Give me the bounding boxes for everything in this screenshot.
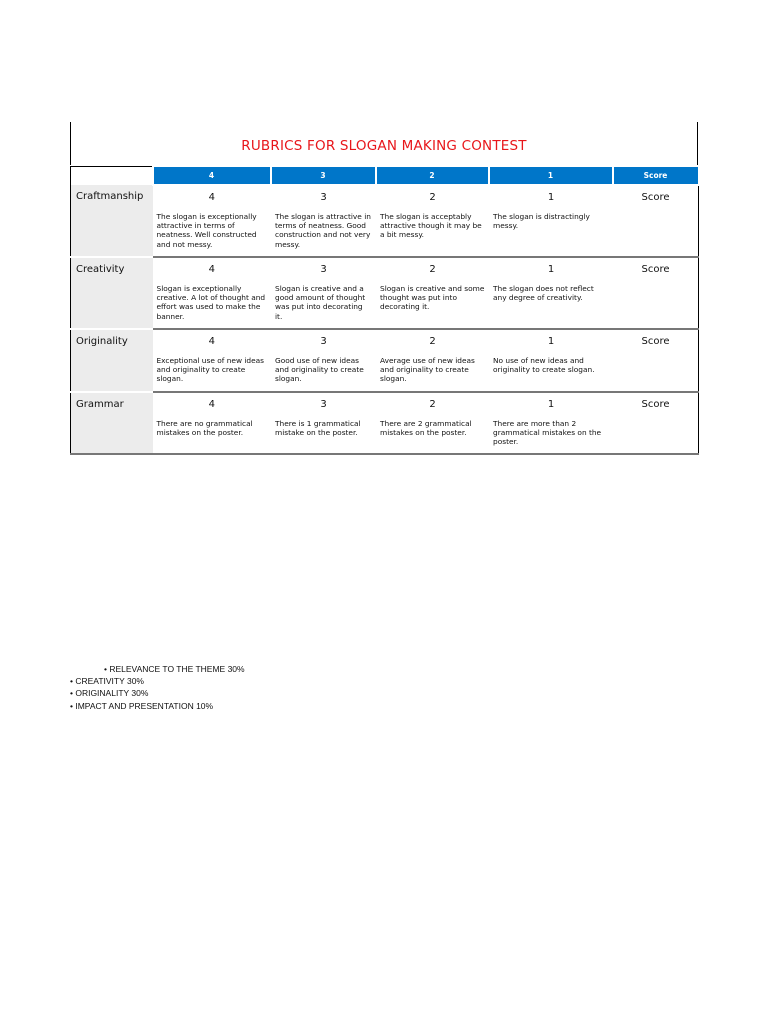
header-level-4: 4 — [153, 166, 271, 185]
title-box — [70, 122, 698, 165]
level-description: Good use of new ideas and originality to create slogan. — [275, 356, 364, 384]
score-cell: Score — [613, 392, 699, 454]
rubric-cell — [153, 392, 271, 454]
level-value: 4 — [208, 264, 215, 275]
criteria-list — [70, 663, 245, 712]
criterion-name: Originality — [71, 329, 153, 392]
header-level-3: 3 — [271, 166, 376, 185]
level-description: Exceptional use of new ideas and originality to create slogan. — [156, 356, 265, 384]
level-value: 3 — [320, 264, 327, 275]
level-value: 2 — [429, 399, 436, 410]
rubric-cell — [376, 392, 489, 454]
level-description: The slogan is acceptably attractive though it may be a bit messy. — [380, 212, 482, 240]
level-value: 2 — [429, 192, 436, 203]
table-row — [71, 392, 699, 454]
rubric-cell — [153, 329, 271, 392]
rubric-cell — [153, 185, 271, 257]
rubric-cell — [489, 257, 613, 329]
rubric-title: RUBRICS FOR SLOGAN MAKING CONTEST — [241, 138, 527, 154]
level-value: 2 — [429, 336, 436, 347]
level-value: 2 — [429, 264, 436, 275]
level-description: The slogan does not reflect any degree of creativity. — [493, 284, 594, 303]
rubric-table — [70, 165, 700, 455]
level-description: There are more than 2 grammatical mistakes on the poster. — [493, 419, 602, 447]
level-description: Slogan is creative and some thought was put into decorating it. — [380, 284, 485, 312]
level-description: The slogan is exceptionally attractive in terms of neatness. Well constructed and not messy. — [156, 212, 257, 249]
rubric-cell — [271, 257, 376, 329]
table-row — [71, 185, 699, 257]
rubric-cell — [376, 257, 489, 329]
level-value: 1 — [547, 336, 555, 347]
rubric-cell — [271, 185, 376, 257]
level-description: Slogan is creative and a good amount of thought was put into decorating it. — [275, 284, 366, 321]
header-level-2: 2 — [376, 166, 489, 185]
level-value: 3 — [320, 192, 327, 203]
table-row — [71, 329, 699, 392]
rubric-cell — [489, 329, 613, 392]
criterion-name: Creativity — [71, 257, 153, 329]
level-value: 4 — [208, 192, 215, 203]
level-value: 3 — [320, 399, 327, 410]
header-level-1: 1 — [489, 166, 613, 185]
criterion-name: Craftmanship — [71, 185, 153, 257]
header-row — [71, 166, 699, 185]
level-description: There is 1 grammatical mistake on the poster. — [275, 419, 361, 438]
rubric-cell — [271, 329, 376, 392]
header-blank — [71, 166, 153, 185]
criterion-name: Grammar — [71, 392, 153, 454]
level-value: 4 — [208, 336, 215, 347]
level-value: 1 — [547, 264, 555, 275]
score-cell: Score — [613, 257, 699, 329]
score-cell: Score — [613, 329, 699, 392]
level-value: 1 — [547, 192, 555, 203]
level-description: No use of new ideas and originality to create slogan. — [493, 356, 595, 375]
rubric-cell — [489, 185, 613, 257]
rubric-cell — [271, 392, 376, 454]
level-description: There are no grammatical mistakes on the poster. — [156, 419, 253, 438]
level-value: 1 — [547, 399, 555, 410]
criteria-item: • CREATIVITY 30% — [70, 676, 144, 687]
score-cell: Score — [613, 185, 699, 257]
level-description: The slogan is attractive in terms of neatness. Good construction and not very messy. — [275, 212, 371, 249]
level-description: Average use of new ideas and originality to create slogan. — [380, 356, 475, 384]
criteria-item: • RELEVANCE TO THE THEME 30% — [104, 664, 245, 674]
rubric — [70, 122, 698, 455]
level-description: The slogan is distractingly messy. — [493, 212, 590, 231]
level-value: 3 — [320, 336, 327, 347]
level-description: Slogan is exceptionally creative. A lot of thought and effort was used to make the banner. — [156, 284, 266, 321]
table-row — [71, 257, 699, 329]
rubric-cell — [153, 257, 271, 329]
criteria-item: • IMPACT AND PRESENTATION 10% — [70, 700, 214, 711]
level-value: 4 — [208, 399, 215, 410]
rubric-cell — [376, 185, 489, 257]
rubric-cell — [489, 392, 613, 454]
level-description: There are 2 grammatical mistakes on the poster. — [380, 419, 472, 438]
criteria-item: • ORIGINALITY 30% — [70, 688, 149, 699]
rubric-cell — [376, 329, 489, 392]
header-score: Score — [613, 166, 699, 185]
